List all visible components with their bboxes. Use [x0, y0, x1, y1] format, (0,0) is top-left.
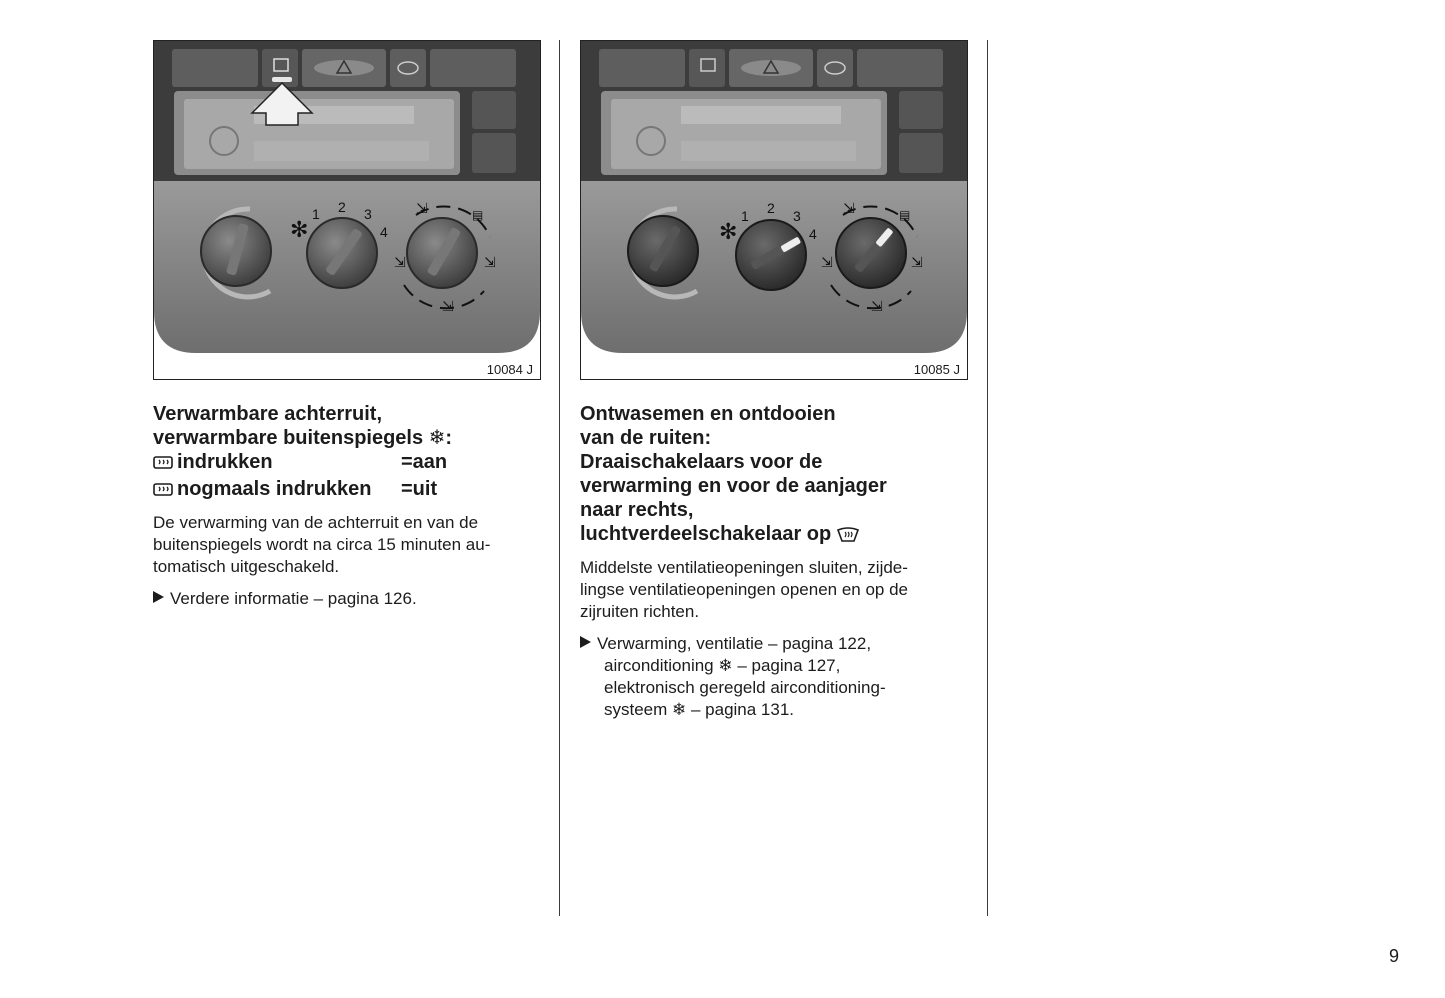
paragraph-line: tomatisch uitgeschakeld. — [153, 557, 340, 576]
heading-line: Verwarmbare achterruit, — [153, 403, 382, 425]
middle-column — [580, 40, 968, 731]
svg-text:⇲: ⇲ — [416, 200, 428, 216]
figure-rear-window-heating — [153, 40, 541, 380]
heading-line: verwarming en voor de aanjager — [580, 475, 887, 497]
arrow-bullet-icon — [153, 591, 164, 603]
column-divider — [987, 40, 988, 916]
figure-defrost-settings — [580, 40, 968, 380]
svg-text:▤: ▤ — [899, 208, 911, 222]
fan-speed-number: 4 — [809, 226, 817, 242]
heading-line: Draaischakelaars voor de — [580, 451, 823, 473]
paragraph-line: buitenspiegels wordt na circa 15 minuten au- — [153, 535, 491, 554]
rear-window-heater-icon — [153, 453, 173, 477]
paragraph-line: zijruiten richten. — [580, 602, 700, 621]
figure-code: 10085 J — [913, 362, 960, 377]
reference-line: elektronisch geregeld airconditioning- — [604, 678, 886, 697]
svg-text:⇲: ⇲ — [442, 298, 454, 314]
switch-row-value: =uit — [401, 478, 438, 500]
reference-line: Verwarming, ventilatie – pagina 122, — [597, 634, 872, 653]
arrow-bullet-icon — [580, 636, 591, 648]
paragraph-line: Middelste ventilatieopeningen sluiten, zijde- — [580, 558, 908, 577]
fan-speed-number: 1 — [741, 208, 749, 224]
reference-line: airconditioning ❄ – pagina 127, — [604, 656, 841, 675]
svg-text:⇲: ⇲ — [871, 298, 883, 314]
reference-line: systeem ❄ – pagina 131. — [604, 700, 795, 719]
climate-panel-illustration — [154, 41, 540, 379]
heading-line — [580, 522, 968, 549]
body-paragraph — [153, 512, 541, 578]
fan-speed-number: 1 — [312, 206, 320, 222]
heading-line: naar rechts, — [580, 499, 694, 521]
paragraph-line: De verwarming van de achterruit en van de — [153, 513, 479, 532]
switch-row-text: nogmaals indrukken — [177, 478, 372, 500]
column-divider — [559, 40, 560, 916]
fan-speed-number: 4 — [380, 224, 388, 240]
switch-row-text: indrukken — [177, 451, 273, 473]
page-number: 9 — [1389, 946, 1400, 966]
fan-speed-number: 3 — [793, 208, 801, 224]
rear-window-heater-icon — [153, 480, 173, 504]
body-paragraph — [580, 557, 968, 623]
fan-speed-number: 2 — [767, 200, 775, 216]
heading-line: Ontwasemen en ontdooien — [580, 403, 836, 425]
cross-references — [580, 633, 968, 721]
switch-row-on — [153, 450, 541, 477]
svg-text:⇲: ⇲ — [843, 200, 855, 216]
svg-text:⇲: ⇲ — [394, 254, 406, 270]
svg-text:▤: ▤ — [472, 208, 484, 222]
heading-line-text: luchtverdeelschakelaar op — [580, 523, 832, 545]
section-heading — [153, 402, 541, 504]
switch-row-value: =aan — [401, 451, 448, 473]
switch-row-off — [153, 477, 541, 504]
more-info-text: Verdere informatie – pagina 126. — [170, 589, 417, 608]
section-heading — [580, 402, 968, 549]
windscreen-defrost-icon — [837, 525, 859, 549]
svg-text:⇲: ⇲ — [911, 254, 923, 270]
left-column — [153, 40, 541, 620]
paragraph-line: lingse ventilatieopeningen openen en op de — [580, 580, 908, 599]
figure-code: 10084 J — [486, 362, 533, 377]
heading-line: van de ruiten: — [580, 427, 712, 449]
climate-panel-illustration — [581, 41, 967, 379]
svg-text:⇲: ⇲ — [821, 254, 833, 270]
svg-text:⇲: ⇲ — [484, 254, 496, 270]
more-info-reference — [153, 588, 541, 610]
heading-line: verwarmbare buitenspiegels ❄: — [153, 427, 453, 449]
svg-text:✻: ✻ — [290, 218, 309, 243]
fan-speed-number: 3 — [364, 206, 372, 222]
svg-text:✻: ✻ — [719, 220, 738, 245]
fan-speed-number: 2 — [338, 199, 346, 215]
